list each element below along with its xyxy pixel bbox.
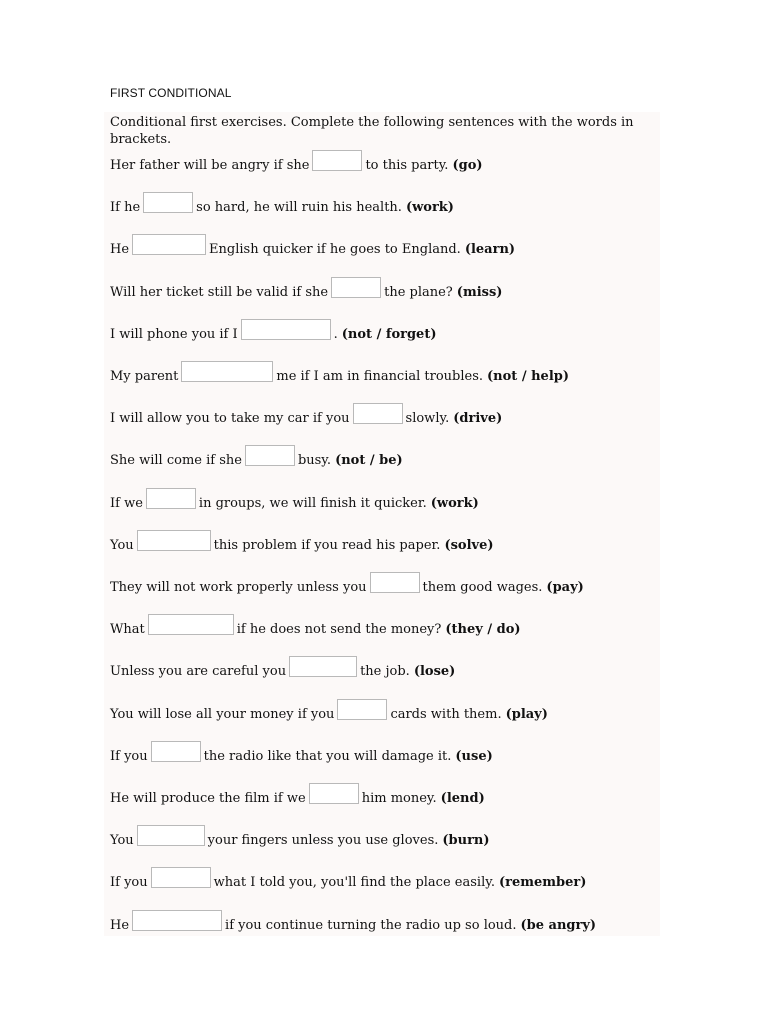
sentence-start: I will allow you to take my car if you (110, 410, 350, 426)
exercise-row (110, 576, 584, 598)
page-title: FIRST CONDITIONAL (110, 86, 232, 100)
sentence-end: slowly. (405, 410, 450, 426)
answer-input[interactable] (151, 741, 201, 762)
exercise-row (110, 238, 515, 260)
sentence-end: English quicker if he goes to England. (209, 241, 461, 257)
verb-hint: (lose) (413, 663, 456, 679)
exercise-row (110, 281, 502, 303)
exercise-row (110, 703, 548, 725)
answer-input[interactable] (370, 572, 420, 593)
answer-input[interactable] (331, 277, 381, 298)
answer-input[interactable] (137, 530, 211, 551)
verb-hint: (go) (452, 157, 483, 173)
sentence-start: If we (110, 495, 143, 511)
sentence-start: If you (110, 748, 148, 764)
sentence-start: If he (110, 199, 141, 215)
answer-input[interactable] (245, 445, 295, 466)
sentence-start: Will her ticket still be valid if she (110, 284, 329, 300)
sentence-start: He (110, 241, 130, 257)
answer-input[interactable] (353, 403, 403, 424)
exercise-row (110, 914, 596, 936)
exercise-row (110, 745, 493, 767)
sentence-end: to this party. (365, 157, 449, 173)
instructions: Conditional first exercises. Complete the following sentences with the words in brackets. (110, 115, 634, 147)
verb-hint: (play) (505, 706, 548, 722)
sentence-end: them good wages. (422, 579, 543, 595)
exercise-row (110, 660, 455, 682)
exercise-row (110, 365, 569, 387)
verb-hint: (use) (455, 748, 493, 764)
verb-hint: (work) (405, 199, 454, 215)
exercise-row (110, 618, 521, 640)
sentence-start: They will not work properly unless you (110, 579, 367, 595)
sentence-end: if he does not send the money? (236, 621, 442, 637)
sentence-end: the radio like that you will damage it. (203, 748, 452, 764)
answer-input[interactable] (241, 319, 331, 340)
verb-hint: (burn) (442, 832, 490, 848)
sentence-end: if you continue turning the radio up so loud. (225, 917, 517, 933)
exercise-row (110, 196, 454, 218)
sentence-end: busy. (297, 452, 332, 468)
verb-hint: (not / forget) (341, 326, 437, 342)
exercise-row (110, 829, 490, 851)
sentence-start: I will phone you if I (110, 326, 238, 342)
verb-hint: (remember) (498, 874, 587, 890)
exercise-row (110, 323, 437, 345)
sentence-start: You (110, 537, 134, 553)
verb-hint: (learn) (464, 241, 516, 257)
verb-hint: (miss) (456, 284, 503, 300)
exercise-row (110, 154, 483, 176)
answer-input[interactable] (146, 488, 196, 509)
sentence-start: You will lose all your money if you (110, 706, 335, 722)
sentence-end: this problem if you read his paper. (213, 537, 441, 553)
sentence-start: You (110, 832, 134, 848)
answer-input[interactable] (312, 150, 362, 171)
sentence-start: Her father will be angry if she (110, 157, 310, 173)
sentence-start: He will produce the film if we (110, 790, 306, 806)
sentence-start: He (110, 917, 130, 933)
answer-input[interactable] (151, 867, 211, 888)
exercise-row (110, 492, 479, 514)
sentence-start: My parent (110, 368, 179, 384)
verb-hint: (not / help) (487, 368, 570, 384)
sentence-start: She will come if she (110, 452, 242, 468)
answer-input[interactable] (148, 614, 234, 635)
sentence-end: the plane? (384, 284, 453, 300)
sentence-end: me if I am in financial troubles. (276, 368, 484, 384)
sentence-start: Unless you are careful you (110, 663, 287, 679)
answer-input[interactable] (181, 361, 273, 382)
sentence-end: . (333, 326, 338, 342)
sentence-end: cards with them. (390, 706, 502, 722)
verb-hint: (drive) (453, 410, 503, 426)
verb-hint: (not / be) (335, 452, 403, 468)
answer-input[interactable] (289, 656, 357, 677)
sentence-start: What (110, 621, 145, 637)
answer-input[interactable] (132, 234, 206, 255)
sentence-start: If you (110, 874, 148, 890)
verb-hint: (pay) (546, 579, 584, 595)
sentence-end: what I told you, you'll find the place easily. (213, 874, 495, 890)
exercise-row (110, 787, 485, 809)
answer-input[interactable] (132, 910, 222, 931)
sentence-end: him money. (361, 790, 437, 806)
sentence-end: your fingers unless you use gloves. (207, 832, 439, 848)
verb-hint: (be angry) (520, 917, 597, 933)
sentence-end: in groups, we will finish it quicker. (198, 495, 427, 511)
sentence-end: the job. (360, 663, 410, 679)
answer-input[interactable] (137, 825, 205, 846)
exercise-row (110, 449, 403, 471)
verb-hint: (they / do) (445, 621, 521, 637)
verb-hint: (lend) (440, 790, 485, 806)
exercise-row (110, 534, 494, 556)
verb-hint: (work) (430, 495, 479, 511)
exercise-row (110, 871, 586, 893)
sentence-end: so hard, he will ruin his health. (196, 199, 402, 215)
answer-input[interactable] (143, 192, 193, 213)
answer-input[interactable] (337, 699, 387, 720)
answer-input[interactable] (309, 783, 359, 804)
exercise-row (110, 407, 502, 429)
verb-hint: (solve) (444, 537, 494, 553)
